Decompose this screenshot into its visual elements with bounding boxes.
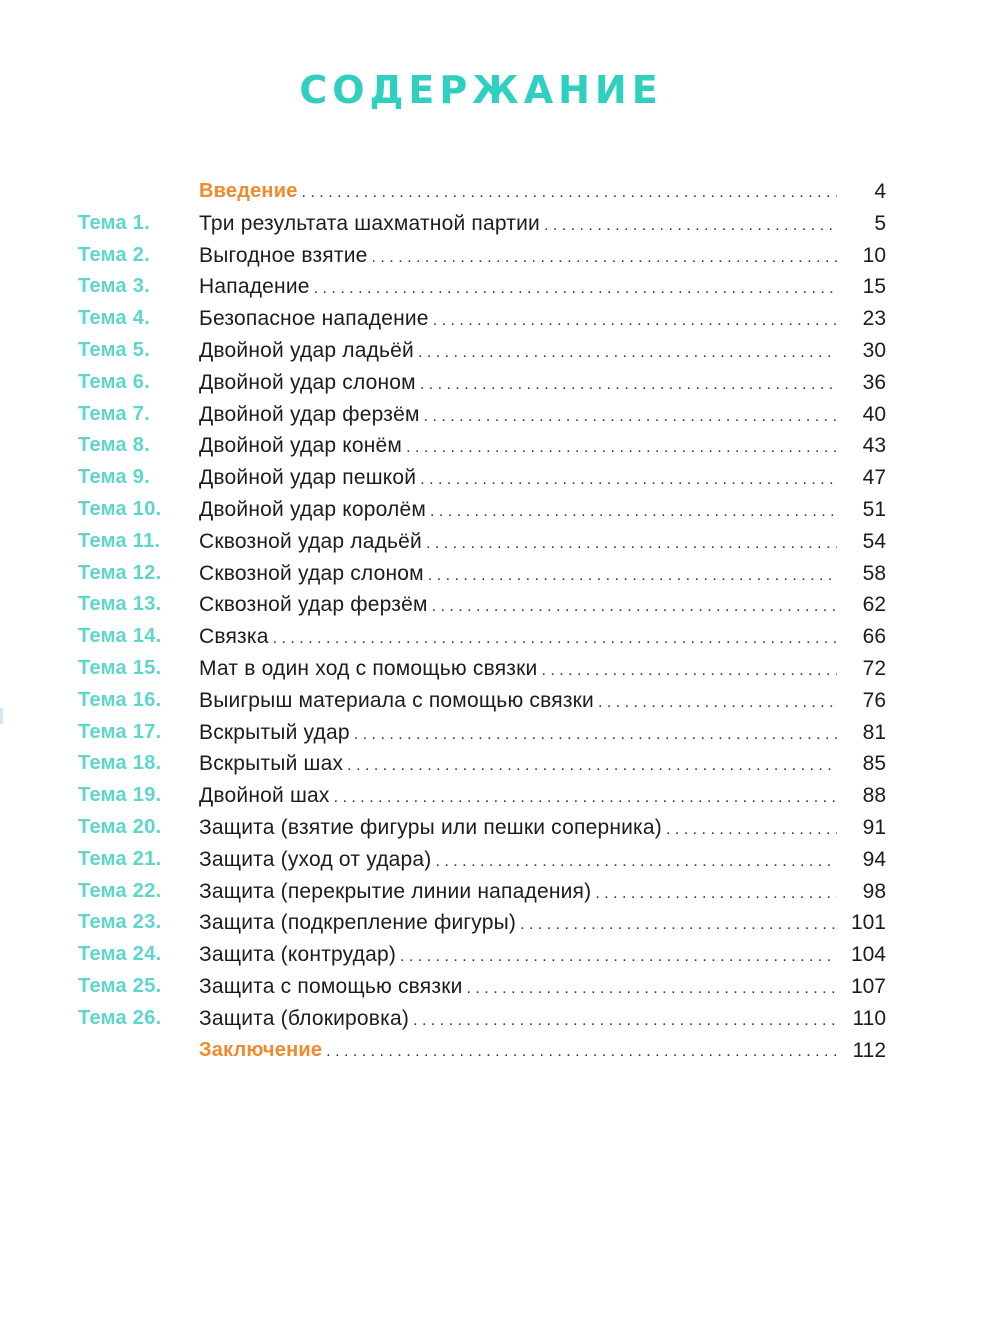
page-number: 98	[862, 879, 886, 903]
toc-entry	[199, 780, 837, 814]
page-number: 76	[862, 688, 886, 712]
dot-leader	[436, 846, 838, 878]
toc-entry	[199, 430, 837, 464]
topic-label: Тема 7.	[78, 402, 151, 425]
page-number: 23	[862, 307, 886, 331]
topic-label: Тема 9.	[78, 466, 151, 489]
page-number: 104	[850, 943, 886, 967]
toc-row[interactable]	[0, 653, 1000, 685]
toc-title: Защита (взятие фигуры или пешки соперника)	[199, 815, 662, 839]
toc-row[interactable]	[0, 208, 1000, 240]
dot-leader	[666, 814, 837, 846]
toc-title: Защита (контрудар)	[199, 943, 397, 967]
topic-label: Тема 5.	[78, 338, 151, 361]
topic-label: Тема 18.	[78, 752, 162, 775]
toc-title: Выигрыш материала с помощью связки	[199, 688, 594, 712]
page-number: 30	[862, 338, 886, 362]
topic-label: Тема 19.	[78, 784, 162, 807]
dot-leader	[354, 719, 837, 751]
dot-leader	[433, 305, 837, 337]
toc-title: Защита (уход от удара)	[199, 847, 432, 871]
toc-title: Защита (подкрепление фигуры)	[199, 911, 517, 935]
page-number: 101	[850, 911, 886, 935]
page-number: 88	[862, 784, 886, 808]
toc-entry	[199, 1003, 837, 1037]
toc-entry	[199, 240, 837, 274]
toc-entry	[199, 558, 837, 592]
dot-leader	[420, 369, 837, 401]
page-number: 51	[862, 497, 886, 521]
page-number: 72	[862, 656, 886, 680]
dot-leader	[347, 750, 837, 782]
toc-entry	[199, 462, 837, 496]
topic-label: Тема 6.	[78, 370, 151, 393]
toc-entry	[199, 367, 837, 401]
toc-title: Двойной удар слоном	[199, 370, 416, 394]
toc-row[interactable]	[0, 717, 1000, 749]
dot-leader	[302, 177, 837, 209]
toc-title: Двойной шах	[199, 784, 330, 808]
toc-title: Двойной удар пешкой	[199, 466, 417, 490]
toc-row[interactable]	[0, 621, 1000, 653]
toc-row[interactable]	[0, 780, 1000, 812]
toc-entry	[199, 399, 837, 433]
toc-row[interactable]	[0, 907, 1000, 939]
topic-label: Тема 12.	[78, 561, 162, 584]
toc-title: Двойной удар конём	[199, 434, 403, 458]
toc-title: Введение	[199, 180, 298, 202]
toc-entry	[199, 876, 837, 910]
page-number: 94	[862, 847, 886, 871]
dot-leader	[426, 528, 837, 560]
toc-row-intro[interactable]	[0, 176, 1000, 208]
toc-title: Защита (блокировка)	[199, 1006, 410, 1030]
toc-title: Двойной удар ферзём	[199, 402, 420, 426]
topic-label: Тема 24.	[78, 943, 162, 966]
toc-row[interactable]	[0, 589, 1000, 621]
page-number: 62	[862, 593, 886, 617]
dot-leader	[314, 273, 837, 305]
toc-title: Вскрытый шах	[199, 752, 344, 776]
toc-title: Нападение	[199, 275, 310, 299]
dot-leader	[544, 210, 837, 242]
dot-leader	[467, 973, 837, 1005]
toc-title: Связка	[199, 625, 269, 649]
toc-entry	[199, 717, 837, 751]
toc-title: Защита с помощью связки	[199, 974, 463, 998]
page-number: 58	[862, 561, 886, 585]
toc-title: Три результата шахматной партии	[199, 211, 540, 235]
toc-title: Вскрытый удар	[199, 720, 350, 744]
toc-entry	[199, 939, 837, 973]
toc-title: Безопасное нападение	[199, 307, 429, 331]
topic-label: Тема 17.	[78, 720, 162, 743]
toc-row[interactable]	[0, 844, 1000, 876]
page-number: 15	[862, 275, 886, 299]
toc-entry	[199, 494, 837, 528]
toc-entry	[199, 748, 837, 782]
topic-label: Тема 22.	[78, 879, 162, 902]
dot-leader	[334, 782, 837, 814]
toc-row[interactable]	[0, 240, 1000, 272]
toc-row-conclusion[interactable]	[0, 1035, 1000, 1067]
dot-leader	[432, 591, 837, 623]
dot-leader	[428, 560, 837, 592]
toc-entry	[199, 208, 837, 242]
topic-label: Тема 21.	[78, 847, 162, 870]
page-number: 66	[862, 625, 886, 649]
page-edge-mark	[0, 708, 3, 724]
toc-row[interactable]	[0, 335, 1000, 367]
toc-row[interactable]	[0, 462, 1000, 494]
topic-label: Тема 3.	[78, 275, 151, 298]
topic-label: Тема 11.	[78, 529, 161, 552]
page-number: 112	[852, 1038, 886, 1062]
toc-row[interactable]	[0, 303, 1000, 335]
page-title: СОДЕРЖАНИЕ	[299, 68, 663, 112]
toc-title: Выгодное взятие	[199, 243, 368, 267]
dot-leader	[400, 941, 837, 973]
page-number: 107	[850, 974, 886, 998]
dot-leader	[595, 878, 837, 910]
toc-title: Сквозной удар ладьёй	[199, 529, 422, 553]
topic-label: Тема 1.	[78, 211, 151, 234]
toc-row[interactable]	[0, 494, 1000, 526]
toc-row[interactable]	[0, 939, 1000, 971]
toc-title: Сквозной удар слоном	[199, 561, 424, 585]
topic-label: Тема 8.	[78, 434, 151, 457]
toc-row[interactable]	[0, 812, 1000, 844]
toc-row[interactable]	[0, 685, 1000, 717]
page-number: 91	[862, 815, 886, 839]
dot-leader	[418, 337, 837, 369]
page-number: 43	[862, 434, 886, 458]
toc-row[interactable]	[0, 971, 1000, 1003]
toc-row[interactable]	[0, 526, 1000, 558]
toc-entry	[199, 589, 837, 623]
toc-entry	[199, 844, 837, 878]
topic-label: Тема 10.	[78, 497, 162, 520]
dot-leader	[430, 496, 837, 528]
toc-row[interactable]	[0, 1003, 1000, 1035]
toc-entry	[199, 1035, 837, 1068]
page-number: 4	[874, 180, 886, 203]
toc-title: Двойной удар ладьёй	[199, 338, 414, 362]
dot-leader	[413, 1005, 837, 1037]
toc-entry	[199, 176, 837, 209]
page-number: 81	[862, 720, 886, 744]
dot-leader	[420, 464, 837, 496]
dot-leader	[406, 432, 837, 464]
topic-label: Тема 25.	[78, 974, 162, 997]
toc-entry	[199, 303, 837, 337]
toc-row[interactable]	[0, 430, 1000, 462]
topic-label: Тема 14.	[78, 625, 162, 648]
toc-row[interactable]	[0, 876, 1000, 908]
toc-title: Заключение	[199, 1038, 323, 1061]
toc-entry	[199, 907, 837, 941]
dot-leader	[326, 1036, 837, 1068]
toc-row[interactable]	[0, 748, 1000, 780]
dot-leader	[520, 909, 837, 941]
topic-label: Тема 4.	[78, 307, 151, 330]
page-number: 110	[852, 1006, 886, 1030]
page-number: 5	[874, 211, 886, 235]
toc-entry	[199, 653, 837, 687]
toc-title: Сквозной удар ферзём	[199, 593, 428, 617]
toc-row[interactable]	[0, 271, 1000, 303]
topic-label: Тема 2.	[78, 243, 151, 266]
topic-label: Тема 23.	[78, 911, 162, 934]
page-number: 47	[862, 466, 886, 490]
dot-leader	[541, 655, 837, 687]
toc-entry	[199, 685, 837, 719]
topic-label: Тема 13.	[78, 593, 162, 616]
page-number: 40	[862, 402, 886, 426]
page-number: 36	[862, 370, 886, 394]
toc-row[interactable]	[0, 399, 1000, 431]
toc-title: Защита (перекрытие линии нападения)	[199, 879, 592, 903]
toc-row[interactable]	[0, 367, 1000, 399]
toc-entry	[199, 812, 837, 846]
toc-entry	[199, 971, 837, 1005]
topic-label: Тема 20.	[78, 815, 162, 838]
table-of-contents	[0, 176, 1000, 1066]
toc-entry	[199, 526, 837, 560]
topic-label: Тема 15.	[78, 656, 162, 679]
dot-leader	[598, 687, 837, 719]
topic-label: Тема 16.	[78, 688, 162, 711]
toc-entry	[199, 621, 837, 655]
dot-leader	[372, 242, 837, 274]
dot-leader	[273, 623, 837, 655]
toc-entry	[199, 271, 837, 305]
toc-title: Мат в один ход с помощью связки	[199, 656, 538, 680]
page-number: 54	[862, 529, 886, 553]
page-number: 10	[862, 243, 886, 267]
toc-title: Двойной удар королём	[199, 497, 427, 521]
page-number: 85	[862, 752, 886, 776]
toc-entry	[199, 335, 837, 369]
topic-label: Тема 26.	[78, 1006, 162, 1029]
dot-leader	[424, 401, 837, 433]
toc-row[interactable]	[0, 558, 1000, 590]
